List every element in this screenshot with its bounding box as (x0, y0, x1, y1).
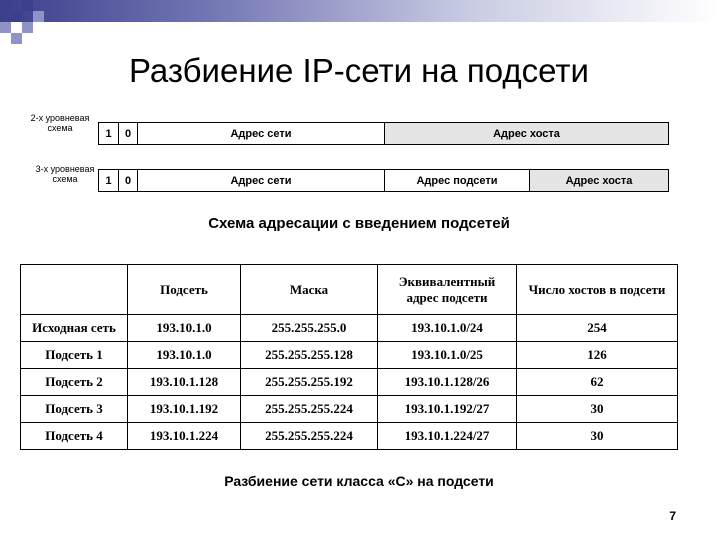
table-cell: 255.255.255.192 (241, 369, 378, 396)
table-cell: 62 (517, 369, 678, 396)
schema2-network-field: Адрес сети (138, 123, 385, 144)
table-cell: 126 (517, 342, 678, 369)
table-cell: 193.10.1.0/24 (378, 315, 517, 342)
decor-square (11, 33, 22, 44)
schema-caption: Схема адресации с введением подсетей (208, 215, 510, 232)
table-cell: 193.10.1.0 (128, 315, 241, 342)
decor-square (0, 22, 11, 33)
table-cell: 193.10.1.224/27 (378, 423, 517, 450)
table-header-row (21, 265, 678, 315)
schema3-host-field: Адрес хоста (530, 170, 668, 191)
decor-square (0, 0, 11, 11)
slide-title: Разбиение IP-сети на подсети (129, 52, 589, 89)
subnet-table (20, 264, 678, 450)
table-row (21, 396, 678, 423)
schema3-subnet-field: Адрес подсети (385, 170, 530, 191)
table-cell: 193.10.1.128/26 (378, 369, 517, 396)
table-cell: 255.255.255.224 (241, 423, 378, 450)
table-cell: 255.255.255.128 (241, 342, 378, 369)
schema3-network-field: Адрес сети (138, 170, 385, 191)
table-cell: 255.255.255.0 (241, 315, 378, 342)
schema3-bit1: 1 (99, 170, 119, 191)
table-header-cell: Маска (241, 265, 378, 315)
table-cell: Подсеть 4 (21, 423, 128, 450)
table-row (21, 342, 678, 369)
table-caption: Разбиение сети класса «С» на подсети (224, 473, 494, 489)
schema2-host-field: Адрес хоста (385, 123, 668, 144)
table-cell: 30 (517, 423, 678, 450)
table-header-cell: Подсеть (128, 265, 241, 315)
table-cell: 30 (517, 396, 678, 423)
decor-square (22, 22, 33, 33)
schema2-bit1: 1 (99, 123, 119, 144)
table-cell: 193.10.1.0/25 (378, 342, 517, 369)
table-cell: Подсеть 2 (21, 369, 128, 396)
table-cell: 193.10.1.192 (128, 396, 241, 423)
decor-square (22, 0, 33, 11)
decor-square (33, 11, 44, 22)
schema3-label: 3-х уровневая схема (35, 164, 95, 184)
table-header-cell: Эквивалентный адрес подсети (378, 265, 517, 315)
table-row (21, 423, 678, 450)
table-row (21, 315, 678, 342)
schema2-bit0: 0 (119, 123, 138, 144)
schema3-address-row (98, 169, 669, 192)
table-cell: 193.10.1.192/27 (378, 396, 517, 423)
schema2-label: 2-х уровневая схема (30, 113, 90, 133)
table-cell: 193.10.1.0 (128, 342, 241, 369)
table-cell: 255.255.255.224 (241, 396, 378, 423)
table-cell: 193.10.1.224 (128, 423, 241, 450)
table-cell: 193.10.1.128 (128, 369, 241, 396)
header-gradient-bar (0, 0, 718, 22)
table-row (21, 369, 678, 396)
decor-square (11, 11, 22, 22)
table-cell: Исходная сеть (21, 315, 128, 342)
table-header-cell (21, 265, 128, 315)
table-cell: Подсеть 3 (21, 396, 128, 423)
table-header-cell: Число хостов в подсети (517, 265, 678, 315)
page-number: 7 (669, 509, 676, 523)
schema2-address-row (98, 122, 669, 145)
table-cell: 254 (517, 315, 678, 342)
schema3-bit0: 0 (119, 170, 138, 191)
table-cell: Подсеть 1 (21, 342, 128, 369)
